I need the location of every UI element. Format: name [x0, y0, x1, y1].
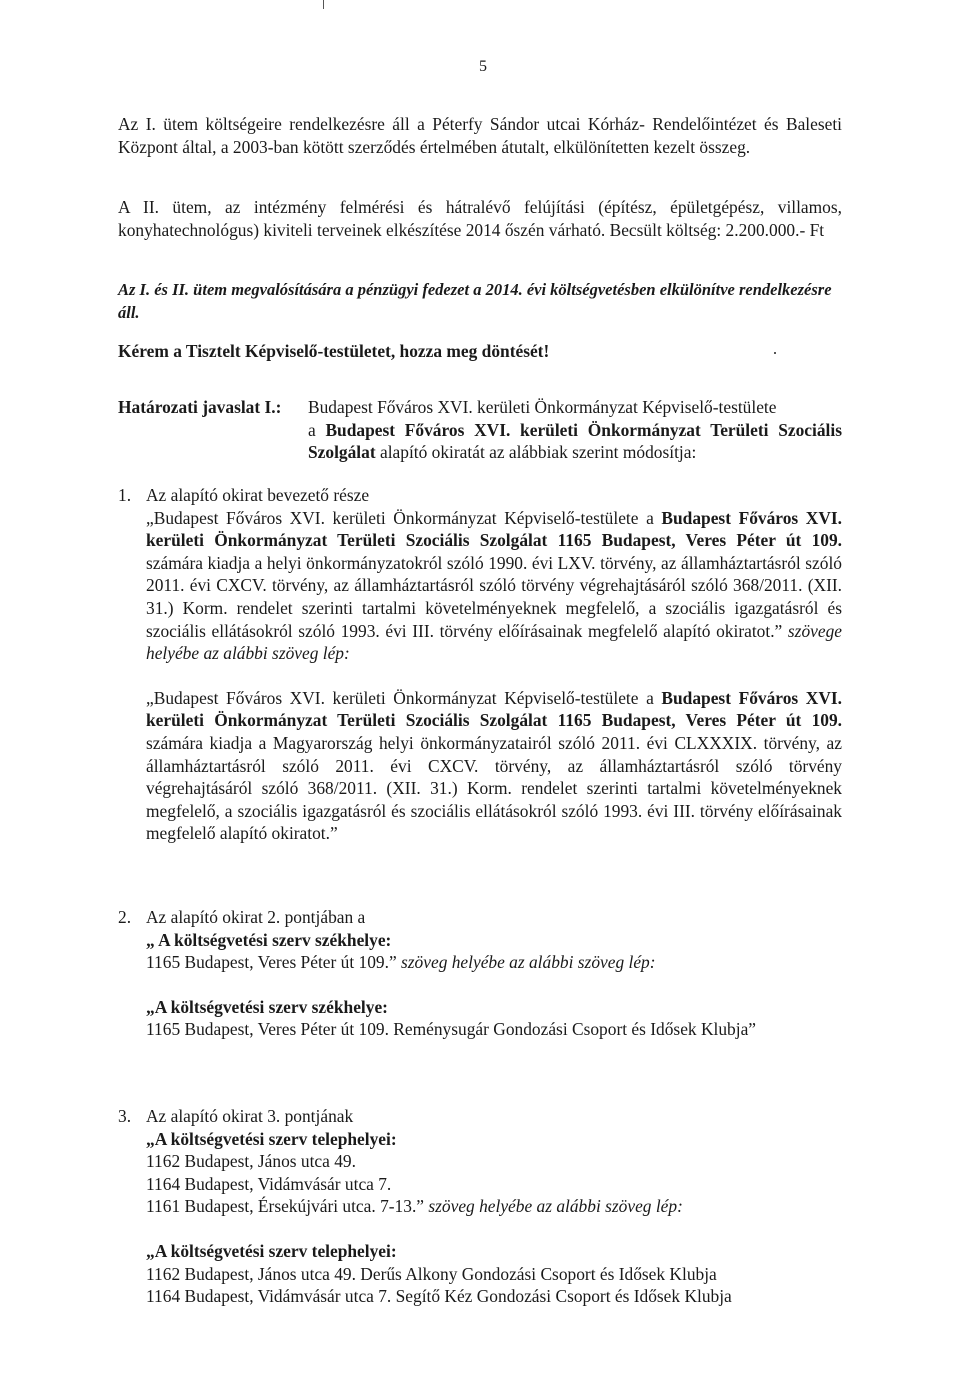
item-3-new-site-1: 1162 Budapest, János utca 49. Derűs Alkony Gondozási Csoport és Idősek Klubja [146, 1263, 717, 1284]
paragraph-funding-phase-1: Az I. ütem költségeire rendelkezésre áll a Péterfy Sándor utcai Kórház- Rendelőintézet és Baleseti Központ által, a 2003-ban kötött szerződés értelmében átutalt, elkülönítetten kezelt összeg. [118, 114, 842, 157]
item-3-number: 3. [118, 1106, 132, 1126]
item-1-number: 1. [118, 485, 132, 505]
item-3-old-site-3: 1161 Budapest, Érsekújvári utca. 7-13.” szöveg helyébe az alábbi szöveg lép: [146, 1196, 683, 1217]
item-2-body [146, 906, 842, 1041]
scan-mark [323, 0, 324, 9]
item-1-heading: Az alapító okirat bevezető része [146, 485, 370, 505]
item-2-new-address: 1165 Budapest, Veres Péter út 109. Reménysugár Gondozási Csoport és Idősek Klubja” [146, 1019, 757, 1040]
item-2-heading: Az alapító okirat 2. pontjában a [146, 907, 366, 927]
item-3-new-site-2: 1164 Budapest, Vidámvásár utca 7. Segítő Kéz Gondozási Csoport és Idősek Klubja [146, 1286, 732, 1307]
item-1-old-text: „Budapest Főváros XVI. kerületi Önkormányzat Képviselő-testülete a Budapest Főváros XVI. kerületi Önkormányzat Területi Szociális Szolgálat 1165 Budapest, Veres Péter út 109. számára kiadja a helyi önkormányzatokról szóló 1990. évi LXV. törvény, az államháztartásról szóló 2011. évi CXCV. törvény, az államháztartásról szóló törvény végrehajtásáról szóló 368/2011. (XII. 31.) Korm. rendelet szerinti tartalmi követelményeknek megfelelő, a szociális igazgatásról és szociális ellátásokról szóló 1993. évi III. törvény előírásainak megfelelő alapító okiratot.” szövege helyébe az alábbi szöveg lép: [146, 507, 843, 664]
item-2-old-address: 1165 Budapest, Veres Péter út 109.” szöveg helyébe az alábbi szöveg lép: [146, 952, 656, 973]
resolution-body [308, 396, 842, 464]
item-3-old-site-1: 1162 Budapest, János utca 49. [146, 1151, 356, 1172]
resolution-proposal [118, 396, 842, 464]
paragraph-funding-statement: Az I. és II. ütem megvalósítására a pénzügyi fedezet a 2014. évi költségvetésben elkülönítve rendelkezésre áll. [118, 280, 832, 322]
item-3 [118, 1105, 842, 1308]
item-3-old-site-2: 1164 Budapest, Vidámvásár utca 7. [146, 1173, 392, 1194]
resolution-label: Határozati javaslat I.: [118, 397, 282, 417]
resolution-body-line2: a Budapest Főváros XVI. kerületi Önkormányzat Területi Szociális Szolgálat alapító okiratát az alábbiak szerint módosítja: [308, 419, 842, 463]
item-3-body [146, 1105, 842, 1308]
item-1-body [146, 484, 842, 845]
item-2-new-title: „A költségvetési szerv székhelye: [146, 996, 388, 1017]
resolution-body-line1: Budapest Főváros XVI. kerületi Önkormányzat Képviselő-testülete [308, 397, 777, 417]
item-1 [118, 484, 842, 845]
item-3-heading: Az alapító okirat 3. pontjának [146, 1106, 354, 1126]
item-3-new-title: „A költségvetési szerv telephelyei: [146, 1240, 397, 1261]
item-1-new-text: „Budapest Főváros XVI. kerületi Önkormányzat Képviselő-testülete a Budapest Főváros XVI. kerületi Önkormányzat Területi Szociális Szolgálat 1165 Budapest, Veres Péter út 109. számára kiadja a Magyarország helyi önkormányzatairól szóló 2011. évi CLXXXIX. törvény, az államháztartásról szóló 2011. évi CXCV. törvény, az államháztartásról szóló törvény végrehajtásáról szóló 368/2011. (XII. 31.) Korm. rendelet szerinti tartalmi követelményeknek megfelelő, a szociális igazgatásról és szociális ellátásokról szóló 1993. évi III. törvény előírásainak megfelelő alapító okiratot.” [146, 687, 843, 844]
request-line: Kérem a Tisztelt Képviselő-testületet, hozza meg döntését! [118, 341, 550, 361]
page-number: 5 [479, 58, 487, 75]
item-2-old-title: „ A költségvetési szerv székhelye: [146, 929, 392, 950]
item-3-old-title: „A költségvetési szerv telephelyei: [146, 1128, 397, 1149]
item-2-number: 2. [118, 907, 132, 927]
item-2 [118, 906, 842, 1041]
paragraph-phase-2: A II. ütem, az intézmény felmérési és hátralévő felújítási (építész, épületgépész, villamos, konyhatechnológus) kiviteli terveinek elkészítése 2014 őszén várható. Becsült költség: 2.200.000.- Ft [118, 197, 842, 240]
